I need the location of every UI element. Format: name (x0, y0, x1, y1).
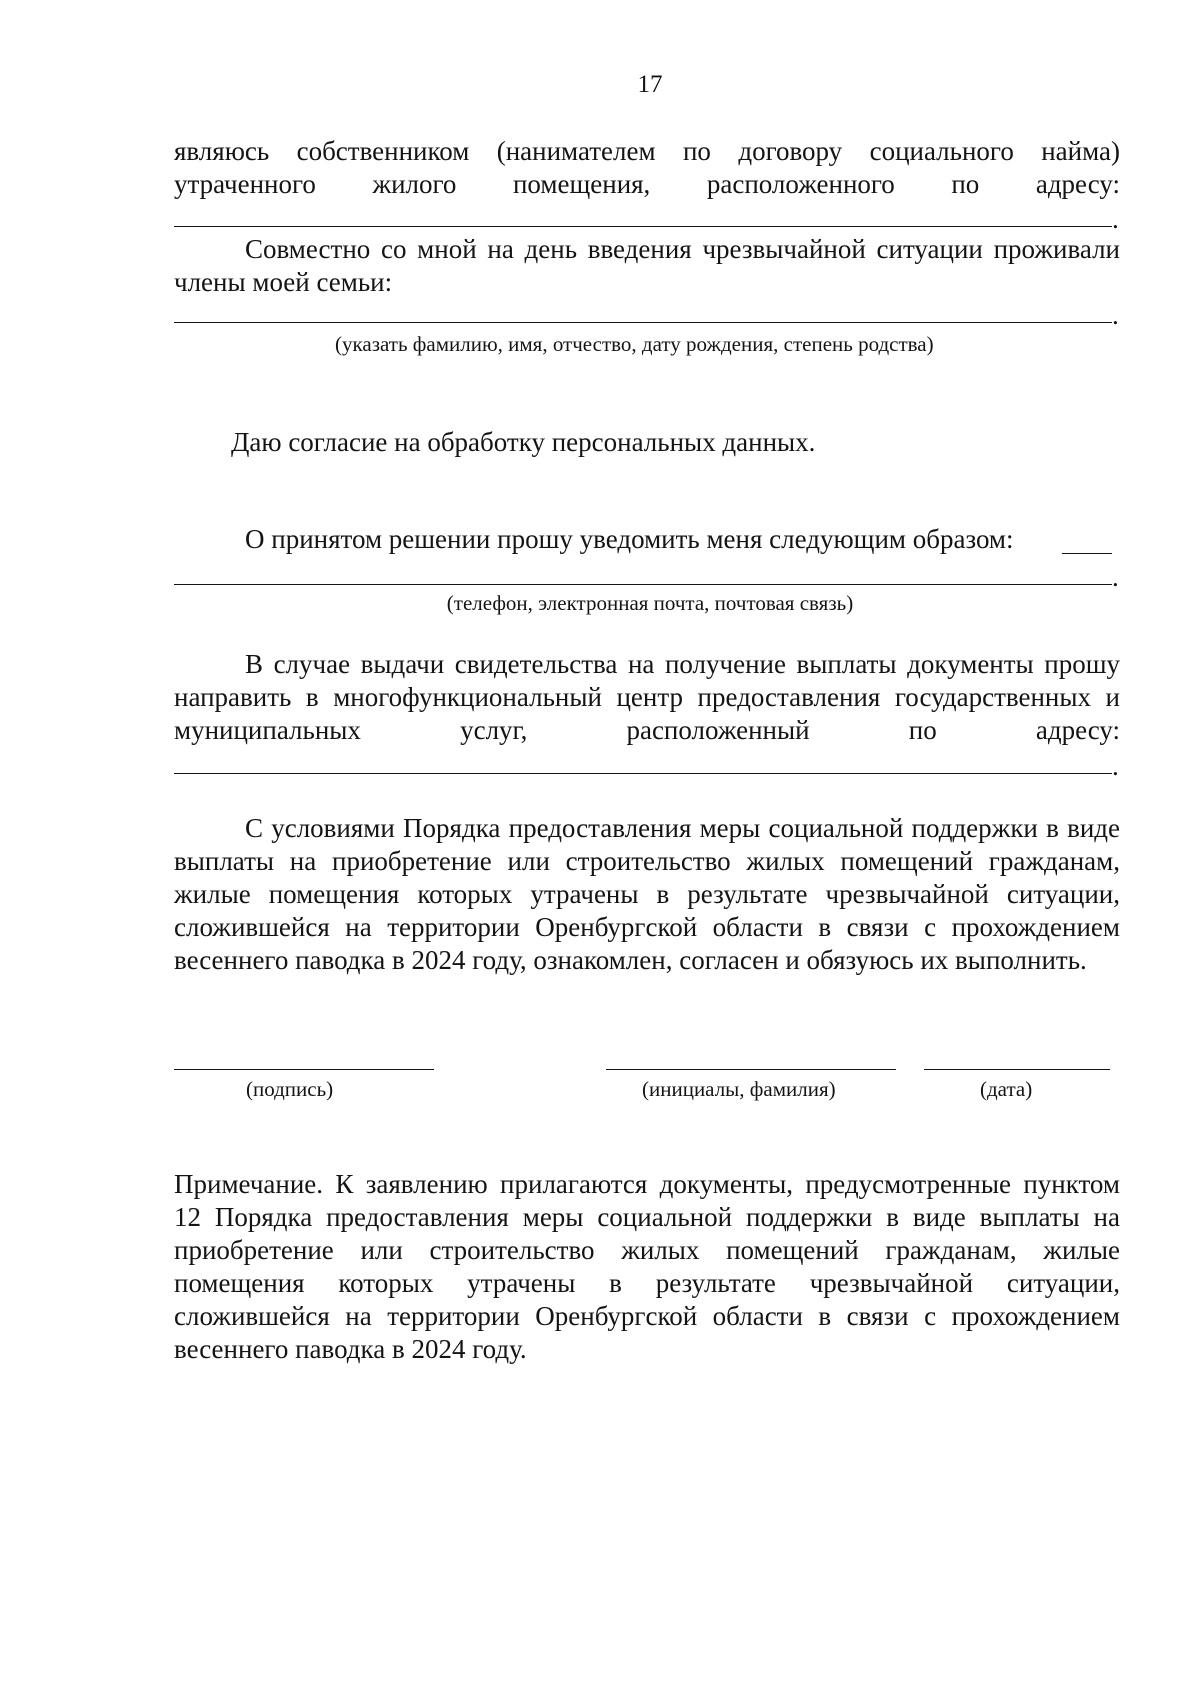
address-label-line: утраченного жилого помещения, расположенного по адресу: (174, 169, 1120, 199)
family-text: Совместно со мной на день введения чрезвычайной ситуации проживали члены моей семьи: (174, 234, 1120, 297)
mfc-text: В случае выдачи свидетельства на получение выплаты документы прошу направить в многофункциональный центр предоставления государственных и муниципальных услуг, расположенный по адресу: (174, 649, 1120, 745)
address-period: . (1112, 204, 1119, 234)
signature-blank-line[interactable] (174, 1069, 434, 1070)
notify-inline-blank[interactable] (1062, 553, 1112, 554)
note-text: Примечание. К заявлению прилагаются документы, предусмотренные пунктом 12 Порядка предоставления меры социальной поддержки в виде выплаты на приобретение или строительство жилых помещений гражданам, жилые помещения которых утрачены в результате чрезвычайной ситуации, сложившейся на территории Оренбургской области в связи с прохождением весеннего паводка в 2024 году. (174, 1169, 1120, 1364)
conditions-text: С условиями Порядка предоставления меры социальной поддержки в виде выплаты на приобретение или строительство жилых помещений гражданам, жилые помещения которых утрачены в результате чрезвычайной ситуации, сложившейся на территории Оренбургской области в связи с прохождением весеннего паводка в 2024 году, ознакомлен, согласен и обязуюсь их выполнить. (174, 813, 1120, 975)
family-period: . (1112, 300, 1119, 330)
date-label: (дата) (980, 1077, 1033, 1101)
family-blank-line[interactable] (174, 322, 1112, 323)
notify-blank-line[interactable] (174, 584, 1112, 585)
notify-period: . (1112, 562, 1119, 592)
notify-hint: (телефон, электронная почта, почтовая связь) (446, 591, 854, 615)
signature-label: (подпись) (246, 1077, 334, 1101)
page-number: 17 (637, 71, 663, 98)
family-hint: (указать фамилию, имя, отчество, дату рождения, степень родства) (335, 332, 934, 356)
date-blank-line[interactable] (924, 1069, 1110, 1070)
consent-text: Даю согласие на обработку персональных данных. (231, 427, 816, 457)
name-blank-line[interactable] (606, 1069, 896, 1070)
owner-line: являюсь собственником (нанимателем по договору социального найма) (174, 136, 1120, 166)
mfc-period: . (1112, 751, 1119, 781)
mfc-blank-line[interactable] (174, 773, 1112, 774)
address-blank-line[interactable] (174, 226, 1112, 227)
notify-text: О принятом решении прошу уведомить меня следующим образом: (245, 524, 1014, 554)
name-label: (инициалы, фамилия) (642, 1077, 836, 1101)
